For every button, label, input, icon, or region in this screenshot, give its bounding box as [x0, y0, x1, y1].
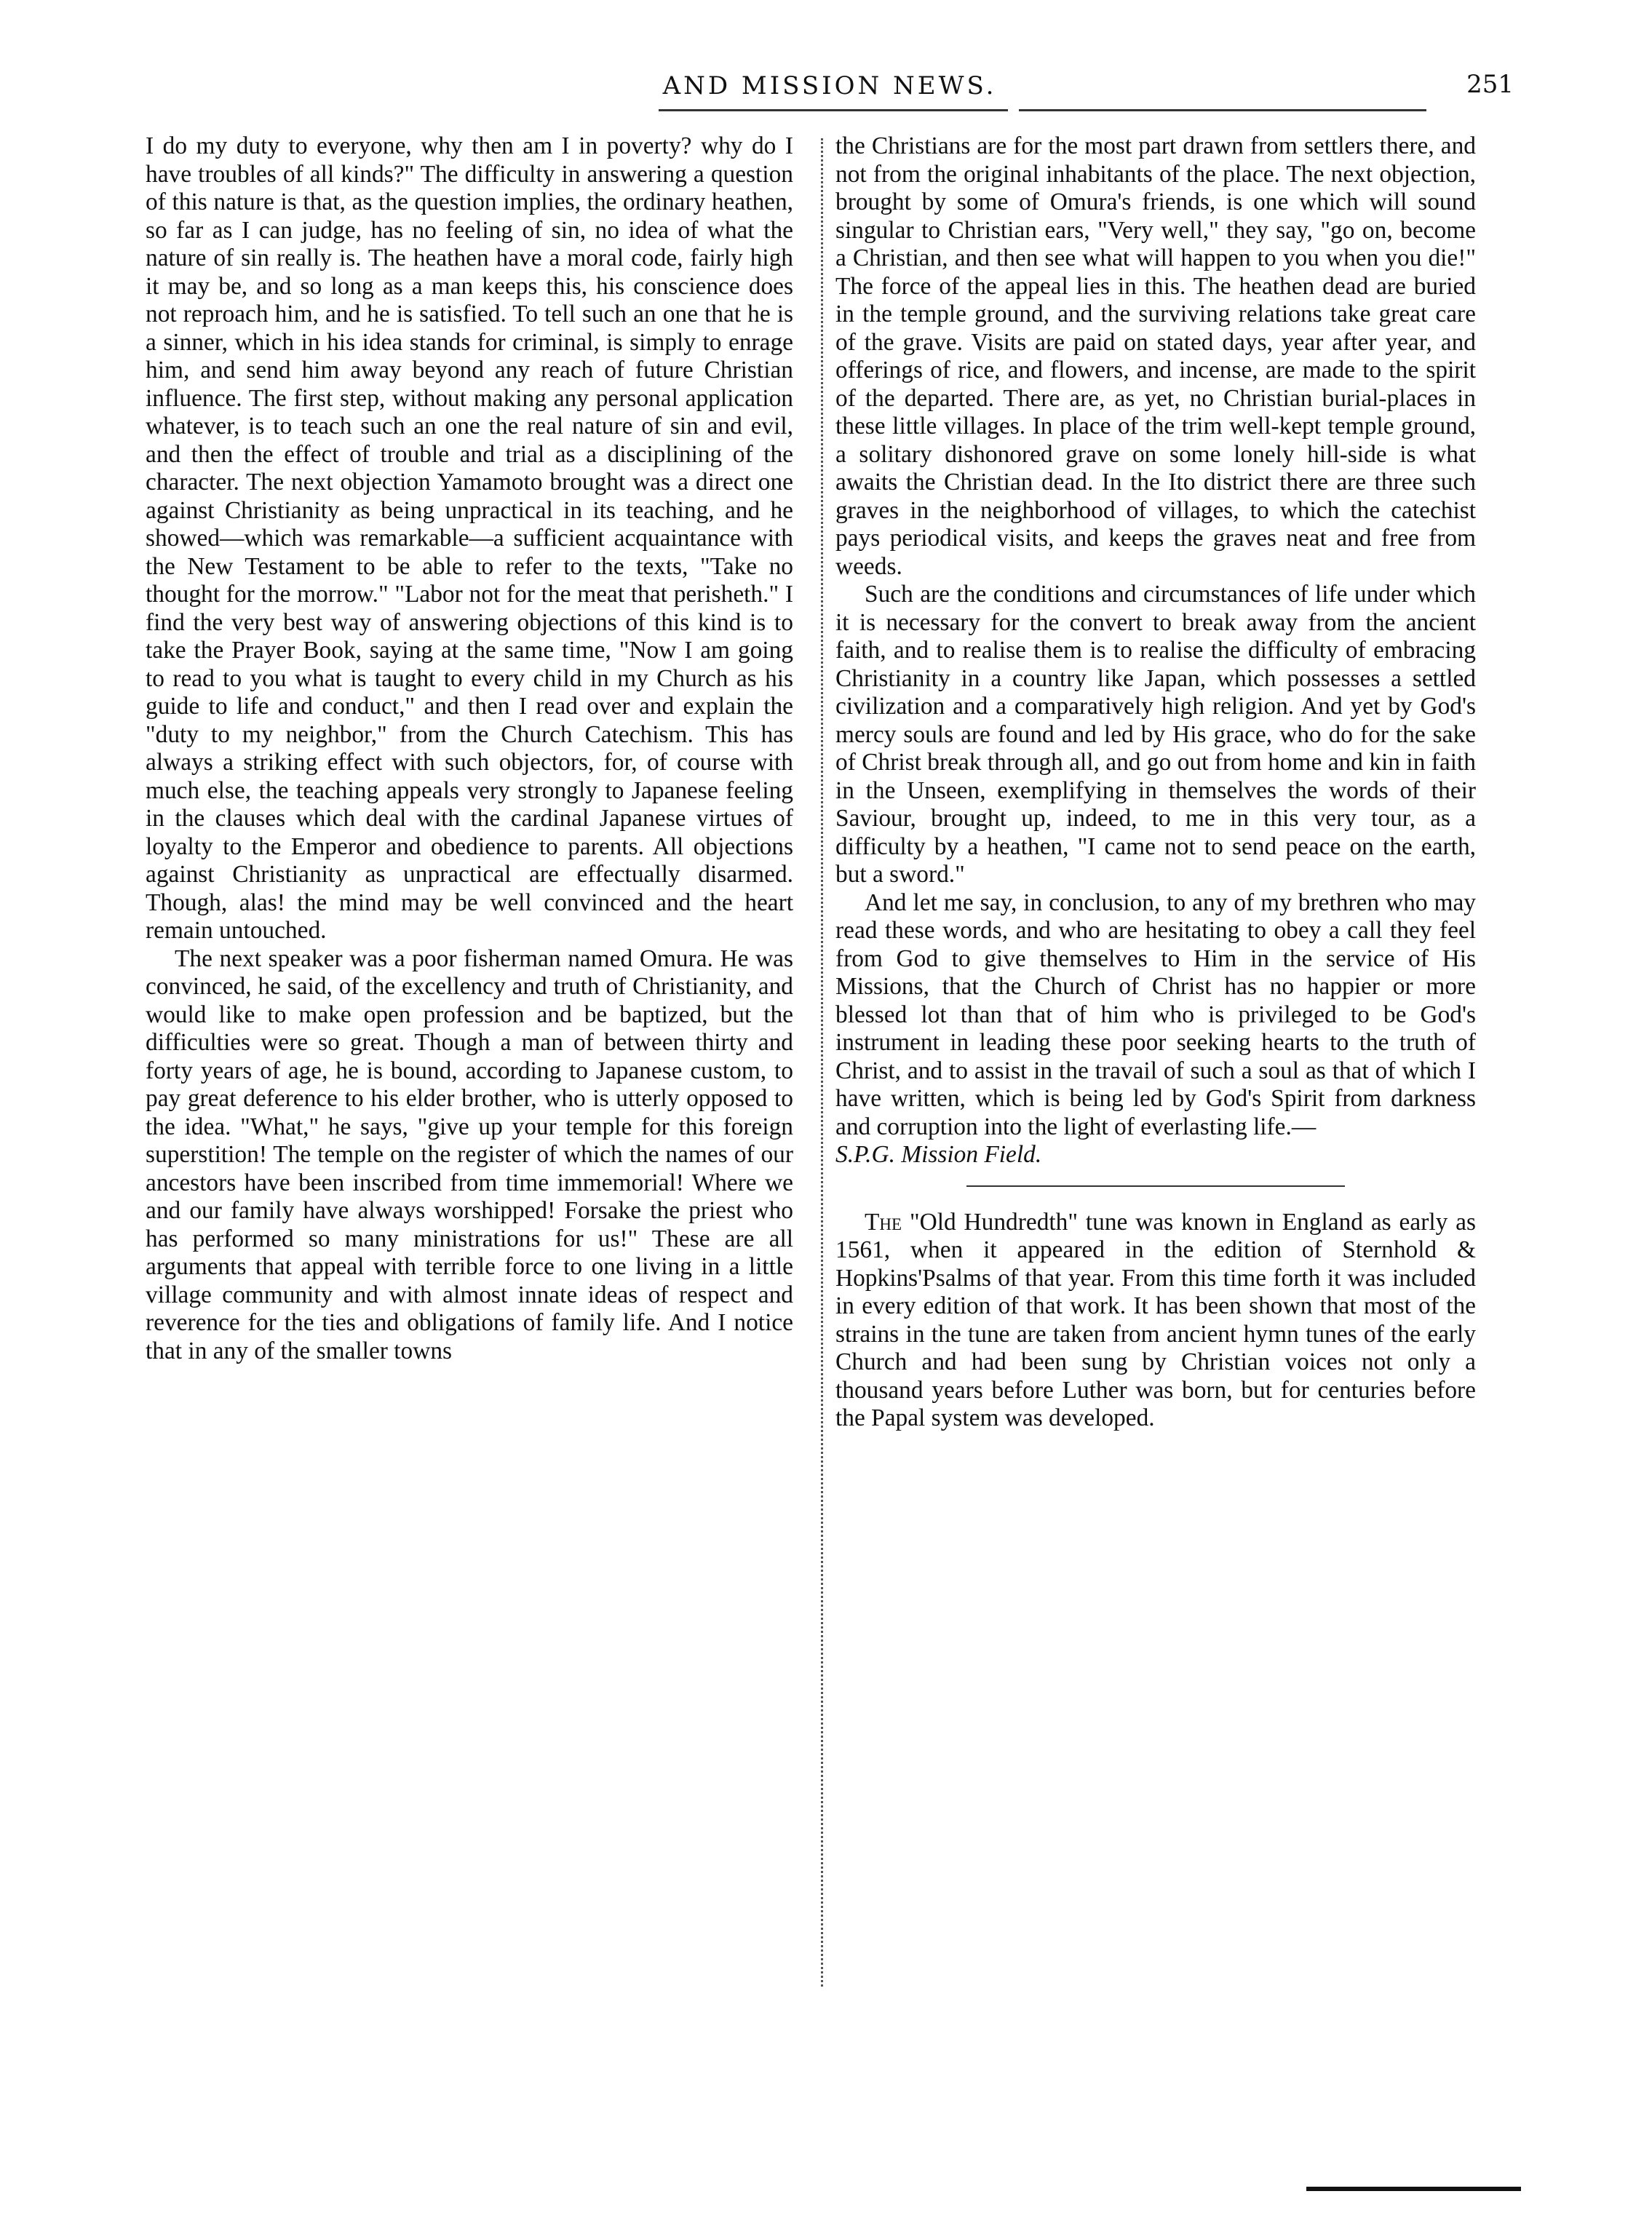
- right-paragraph-1: the Christians are for the most part drawn from settlers there, and not from the original inhabitants of the place. The next objection, brought by some of Omura's friends, is one which will sound singular to Christian ears, "Very well," they say, "go on, become a Christian, and then see what will happen to you when you die!" The force of the appeal lies in this. The heathen dead are buried in the temple ground, and the surviving relations take great care of the grave. Visits are paid on stated days, year after year, and offerings of rice, and flowers, and incense, are made to the spirit of the departed. There are, as yet, no Christian burial-places in these little villages. In place of the trim well-kept temple ground, a solitary dishonored grave on some lonely hill-side is what awaits the Christian dead. In the Ito district there are three such graves in the neighborhood of villages, to which the catechist pays periodical visits, and keeps the graves neat and free from weeds.: [835, 132, 1476, 580]
- left-paragraph-1: I do my duty to everyone, why then am I in poverty? why do I have troubles of all kinds?" The difficulty in answering a question of this nature is that, as the question implies, the ordinary heathen, so far as I can judge, has no feeling of sin, no idea of what the nature of sin really is. The heathen have a moral code, fairly high it may be, and so long as a man keeps this, his conscience does not reproach him, and he is satisfied. To tell such an one that he is a sinner, which in his idea stands for criminal, is simply to enrage him, and send him away beyond any reach of future Christian influence. The first step, without making any personal application whatever, is to teach such an one the real nature of sin and evil, and then the effect of trouble and trial as a disciplining of the character. The next objection Yamamoto brought was a direct one against Christianity as being unpractical in its teaching, and he showed—which was remarkable—a sufficient acquaintance with the New Testament to be able to refer to the texts, "Take no thought for the morrow." "Labor not for the meat that perisheth." I find the very best way of answering objections of this kind is to take the Prayer Book, saying at the same time, "Now I am going to read to you what is taught to every child in my Church as his guide to life and conduct," and then I read over and explain the "duty to my neighbor," from the Church Catechism. This has always a striking effect with such objectors, for, of course with much else, the teaching appeals very strongly to Japanese feeling in the clauses which deal with the cardinal Japanese virtues of loyalty to the Emperor and obedience to parents. All objections against Christianity as unpractical are effectually disarmed. Though, alas! the mind may be well convinced and the heart remain untouched.: [146, 132, 793, 944]
- running-head: AND MISSION NEWS.: [662, 71, 997, 100]
- section-divider: [966, 1185, 1345, 1187]
- header-rule-right: [1019, 109, 1426, 111]
- left-paragraph-2: The next speaker was a poor fisherman named Omura. He was convinced, he said, of the excellency and truth of Christianity, and would like to make open profession and be baptized, but the difficulties were so great. Though a man of between thirty and forty years of age, he is bound, according to Japanese custom, to pay great deference to his elder brother, who is utterly opposed to the idea. "What," he says, "give up your temple for this foreign superstition! The temple on the register of which the names of our ancestors have been inscribed from time immemorial! Where we and our family have always worshipped! Forsake the priest who has performed so many ministrations for us!" These are all arguments that appeal with terrible force to one living in a little village community and with almost innate ideas of respect and reverence for the ties and obligations of family life. And I notice that in any of the smaller towns: [146, 945, 793, 1364]
- right-paragraph-2: Such are the conditions and circumstances of life under which it is necessary for the convert to break away from the ancient faith, and to realise them is to realise the difficulty of embracing Christianity in a country like Japan, which possesses a settled civilization and a comparatively high religion. And yet by God's mercy souls are found and led by His grace, who do for the sake of Christ break through all, and go out from home and kin in faith in the Unseen, exemplifying in themselves the words of their Saviour, brought up, indeed, to me in this very tour, as a difficulty by a heathen, "I came not to send peace on the earth, but a sword.": [835, 581, 1476, 888]
- footer-rule: [1306, 2187, 1521, 2191]
- old-hundredth-text: "Old Hundredth" tune was known in England as early as 1561, when it appeared in the edition of Sternhold & Hopkins'Psalms of that year. From this time forth it was included in every edition of that work. It has been shown that most of the strains in the tune are taken from ancient hymn tunes of the early Church and had been sung by Christian voices not only a thousand years before Luther was born, but for centuries before the Papal system was developed.: [835, 1208, 1476, 1431]
- column-divider: [821, 138, 823, 1987]
- lead-word: The: [865, 1208, 902, 1236]
- right-column: [835, 132, 1476, 1433]
- source-attribution: S.P.G. Mission Field.: [835, 1141, 1042, 1168]
- right-paragraph-3: [835, 889, 1476, 1169]
- page-number: 251: [1466, 70, 1514, 99]
- left-column: [146, 132, 793, 1365]
- page-header: [146, 67, 1514, 111]
- conclusion-text: And let me say, in conclusion, to any of my brethren who may read these words, and who are hesitating to obey a call they feel from God to give themselves to Him in the service of His Missions, that the Church of Christ has no happier or more blessed lot than that of him who is privileged to be God's instrument in leading these poor seeking hearts to the truth of Christ, and to assist in the travail of such a soul as that of which I have written, which is being led by God's Spirit from darkness and corruption into the light of everlasting life.—: [835, 889, 1476, 1140]
- header-rule-left: [659, 109, 1008, 111]
- right-paragraph-4: [835, 1209, 1476, 1433]
